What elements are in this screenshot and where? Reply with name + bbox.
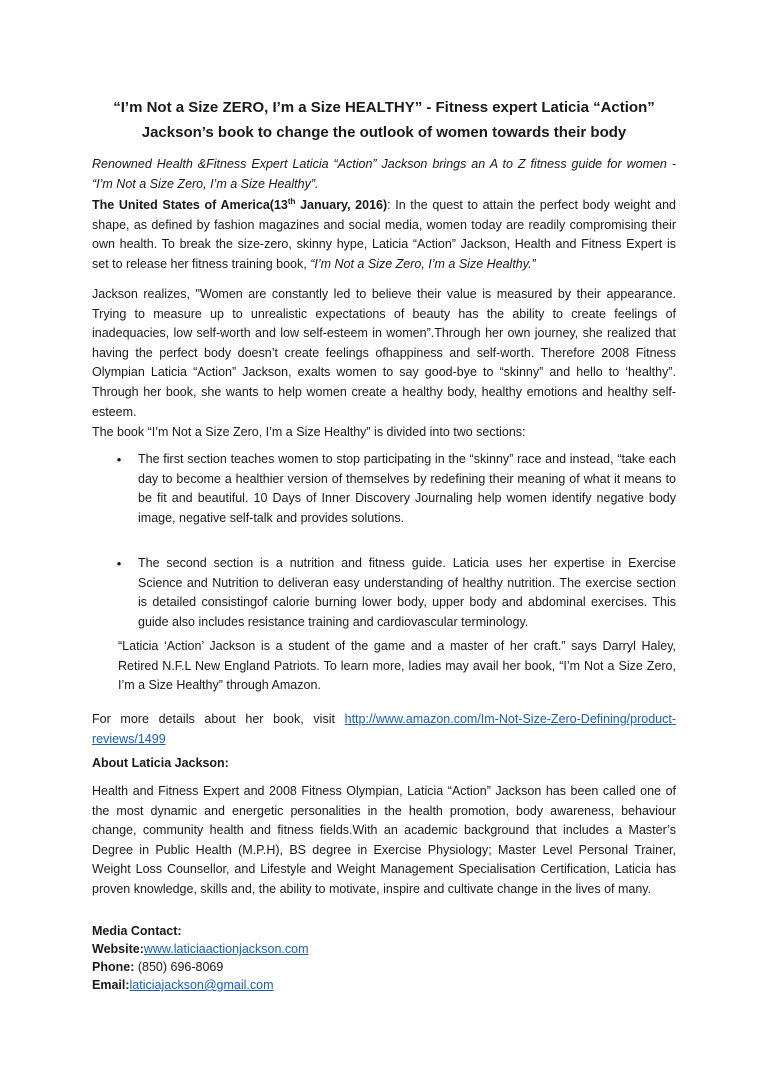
bullet-text-2: The second section is a nutrition and fitness guide. Laticia uses her expertise in Exercise Science and Nutrition to deliveran easy understanding of healthy nutrition. The exercise section is detailed consistingof calorie burning lower body, upper body and abdominal exercises. This guide also includes resistance training and cardiovascular terminology. xyxy=(138,556,676,629)
amazon-link[interactable]: http://www.amazon.com/Im-Not-Size-Zero-Defining/product-reviews/1499 xyxy=(92,712,676,746)
phone-value: (850) 696-8069 xyxy=(134,960,224,974)
media-contact-heading: Media Contact: xyxy=(92,924,182,938)
paragraph-details: For more details about her book, visit http://www.amazon.com/Im-Not-Size-Zero-Defining/product-reviews/1499 xyxy=(92,712,676,746)
about-body: Health and Fitness Expert and 2008 Fitness Olympian, Laticia “Action” Jackson has been called one of the most dynamic and energetic personalities in the health promotion, body awareness, behaviour change, community health and fitness fields.With an academic background that includes a Master’s Degree in Public Health (M.P.H), BS degree in Exercise Physiology; Master Level Personal Trainer, Weight Loss Counsellor, and Lifestyle and Weight Management Specialisation Certification, Laticia has proven knowledge, skills and, the ability to motivate, inspire and cultivate change in the lives of many. xyxy=(92,784,676,896)
paragraph-sections-intro: The book “I’m Not a Size Zero, I’m a Size Healthy” is divided into two sections: xyxy=(92,425,526,439)
paragraph-intro xyxy=(92,196,676,274)
title-line-1: “I’m Not a Size ZERO, I’m a Size HEALTHY” - Fitness expert Laticia “Action” xyxy=(113,99,655,116)
title-line-2: Jackson’s book to change the outlook of women towards their body xyxy=(141,124,627,141)
phone-line: Phone: (850) 696-8069 xyxy=(92,960,224,974)
page-title xyxy=(92,95,676,145)
bullet-text-1: The first section teaches women to stop participating in the “skinny” race and instead, “take each day to become a healthier version of themselves by redefining their meaning of what it means to be fit and beautiful. 10 Days of Inner Discovery Journaling help women identify negative body image, negative self-talk and provides solutions. xyxy=(138,452,676,525)
dateline: The United States of America(13th January, 2016) xyxy=(92,196,388,212)
paragraph-jackson-realizes: Jackson realizes, "Women are constantly led to believe their value is measured by their appearance. Trying to measure up to unrealistic expectations of beauty has the ability to create feelings of inadequacies, low self-worth and low self-esteem in women”.Through her own journey, she realized that having the perfect body doesn’t create feelings ofhappiness and self-worth. Therefore 2008 Fitness Olympian Laticia “Action” Jackson, exalts women to say good-bye to “skinny” and hello to ‘healthy”. Through her book, she wants to help women create a healthy body, healthy emotions and healthy self-esteem. xyxy=(92,287,676,419)
subtitle: Renowned Health &Fitness Expert Laticia “Action” Jackson brings an A to Z fitness guide for women - “I’m Not a Size Zero, I’m a Size Healthy”. xyxy=(92,157,676,191)
about-heading: About Laticia Jackson: xyxy=(92,756,229,770)
email-line: Email:laticiajackson@gmail.com xyxy=(92,978,274,992)
intro-body: : In the quest to attain the perfect body weight and shape, as defined by fashion magazines and social media, women today are readily compromising their own health. To break the size-zero, skinny hype, Laticia “Action” Jackson, Health and Fitness Expert is set to release her fitness training book, xyxy=(92,198,676,271)
book-title: “I’m Not a Size Zero, I’m a Size Healthy.” xyxy=(310,256,536,271)
website-line: Website:www.laticiaactionjackson.com xyxy=(92,942,309,956)
email-link[interactable]: laticiajackson@gmail.com xyxy=(129,978,274,992)
website-link[interactable]: www.laticiaactionjackson.com xyxy=(143,942,309,956)
bullet-icon: • xyxy=(116,452,122,467)
bullet-icon: • xyxy=(116,556,122,571)
quote-paragraph: “Laticia ‘Action’ Jackson is a student of the game and a master of her craft.” says Darryl Haley, Retired N.F.L New England Patriots. To learn more, ladies may avail her book, “I’m Not a Size Zero, I’m a Size Healthy” through Amazon. xyxy=(118,639,676,693)
